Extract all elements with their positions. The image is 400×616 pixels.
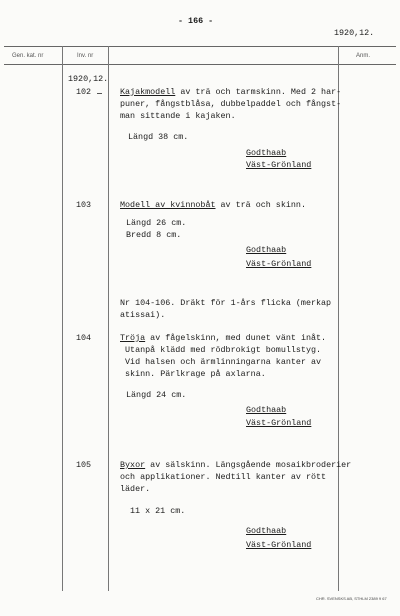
entry-title: Tröja — [120, 333, 146, 343]
entry-measure: Bredd 8 cm. — [126, 230, 182, 240]
entry-desc-line: puner, fångstblåsa, dubbelpaddel och fångst- — [120, 99, 342, 109]
entry-place: Väst-Grönland — [246, 418, 312, 428]
inv-number: 102 — [76, 87, 92, 97]
inv-number: 104 — [76, 333, 92, 343]
entry-desc-line: av sälskinn. Längsgående mosaikbroderier — [145, 460, 352, 470]
inv-number: 105 — [76, 460, 92, 470]
entry-place: Godthaab — [246, 245, 287, 255]
page-number: - 166 - — [178, 16, 214, 26]
entry-measure: Längd 38 cm. — [128, 132, 189, 142]
entry-desc-line: läder. — [120, 484, 151, 494]
inv-year: 1920,12. — [68, 74, 109, 84]
entry-measure: 11 x 21 cm. — [130, 506, 186, 516]
column-divider-3 — [338, 46, 339, 591]
tick-mark — [97, 93, 102, 94]
column-divider-2 — [108, 46, 109, 591]
group-note: Nr 104-106. Dräkt för 1-års flicka (merkap — [120, 298, 332, 308]
entry-text — [120, 460, 351, 471]
entry-text — [120, 87, 341, 98]
header-year: 1920,12. — [334, 28, 375, 38]
entry-desc-line: och applikationer. Nedtill kanter av rött — [120, 472, 327, 482]
printer-mark: CHR. SVENSKS AB, STHLM 2389 9 67 — [316, 596, 387, 601]
inv-number: 103 — [76, 200, 92, 210]
entry-measure: Längd 26 cm. — [126, 218, 187, 228]
entry-place: Väst-Grönland — [246, 160, 312, 170]
entry-desc-line: skinn. Pärlkrage på axlarna. — [120, 369, 266, 379]
entry-place: Godthaab — [246, 148, 287, 158]
entry-desc-line: av trä och skinn. — [215, 200, 306, 210]
entry-title: Modell av kvinnobåt — [120, 200, 216, 210]
entry-desc-line: Utanpå klädd med rödbrokigt bomullstyg. — [120, 345, 322, 355]
entry-measure: Längd 24 cm. — [126, 390, 187, 400]
entry-place: Väst-Grönland — [246, 259, 312, 269]
entry-place: Godthaab — [246, 405, 287, 415]
column-anm: Anm. — [356, 53, 371, 59]
group-note: atissai). — [120, 310, 166, 320]
entry-title: Kajakmodell — [120, 87, 176, 97]
entry-text — [120, 200, 306, 211]
column-inv: Inv. nr — [77, 53, 94, 59]
column-gen-kat: Gen. kat. nr — [12, 53, 44, 59]
entry-desc-line: av trä och tarmskinn. Med 2 har- — [175, 87, 342, 97]
entry-title: Byxor — [120, 460, 146, 470]
column-divider-1 — [62, 46, 63, 591]
entry-place: Väst-Grönland — [246, 540, 312, 550]
entry-desc-line: av fågelskinn, med dunet vänt inåt. — [145, 333, 327, 343]
entry-desc-line: man sittande i kajaken. — [120, 111, 236, 121]
entry-text — [120, 333, 326, 344]
entry-place: Godthaab — [246, 526, 287, 536]
entry-desc-line: Vid halsen och ärmlinningarna kanter av — [120, 357, 322, 367]
